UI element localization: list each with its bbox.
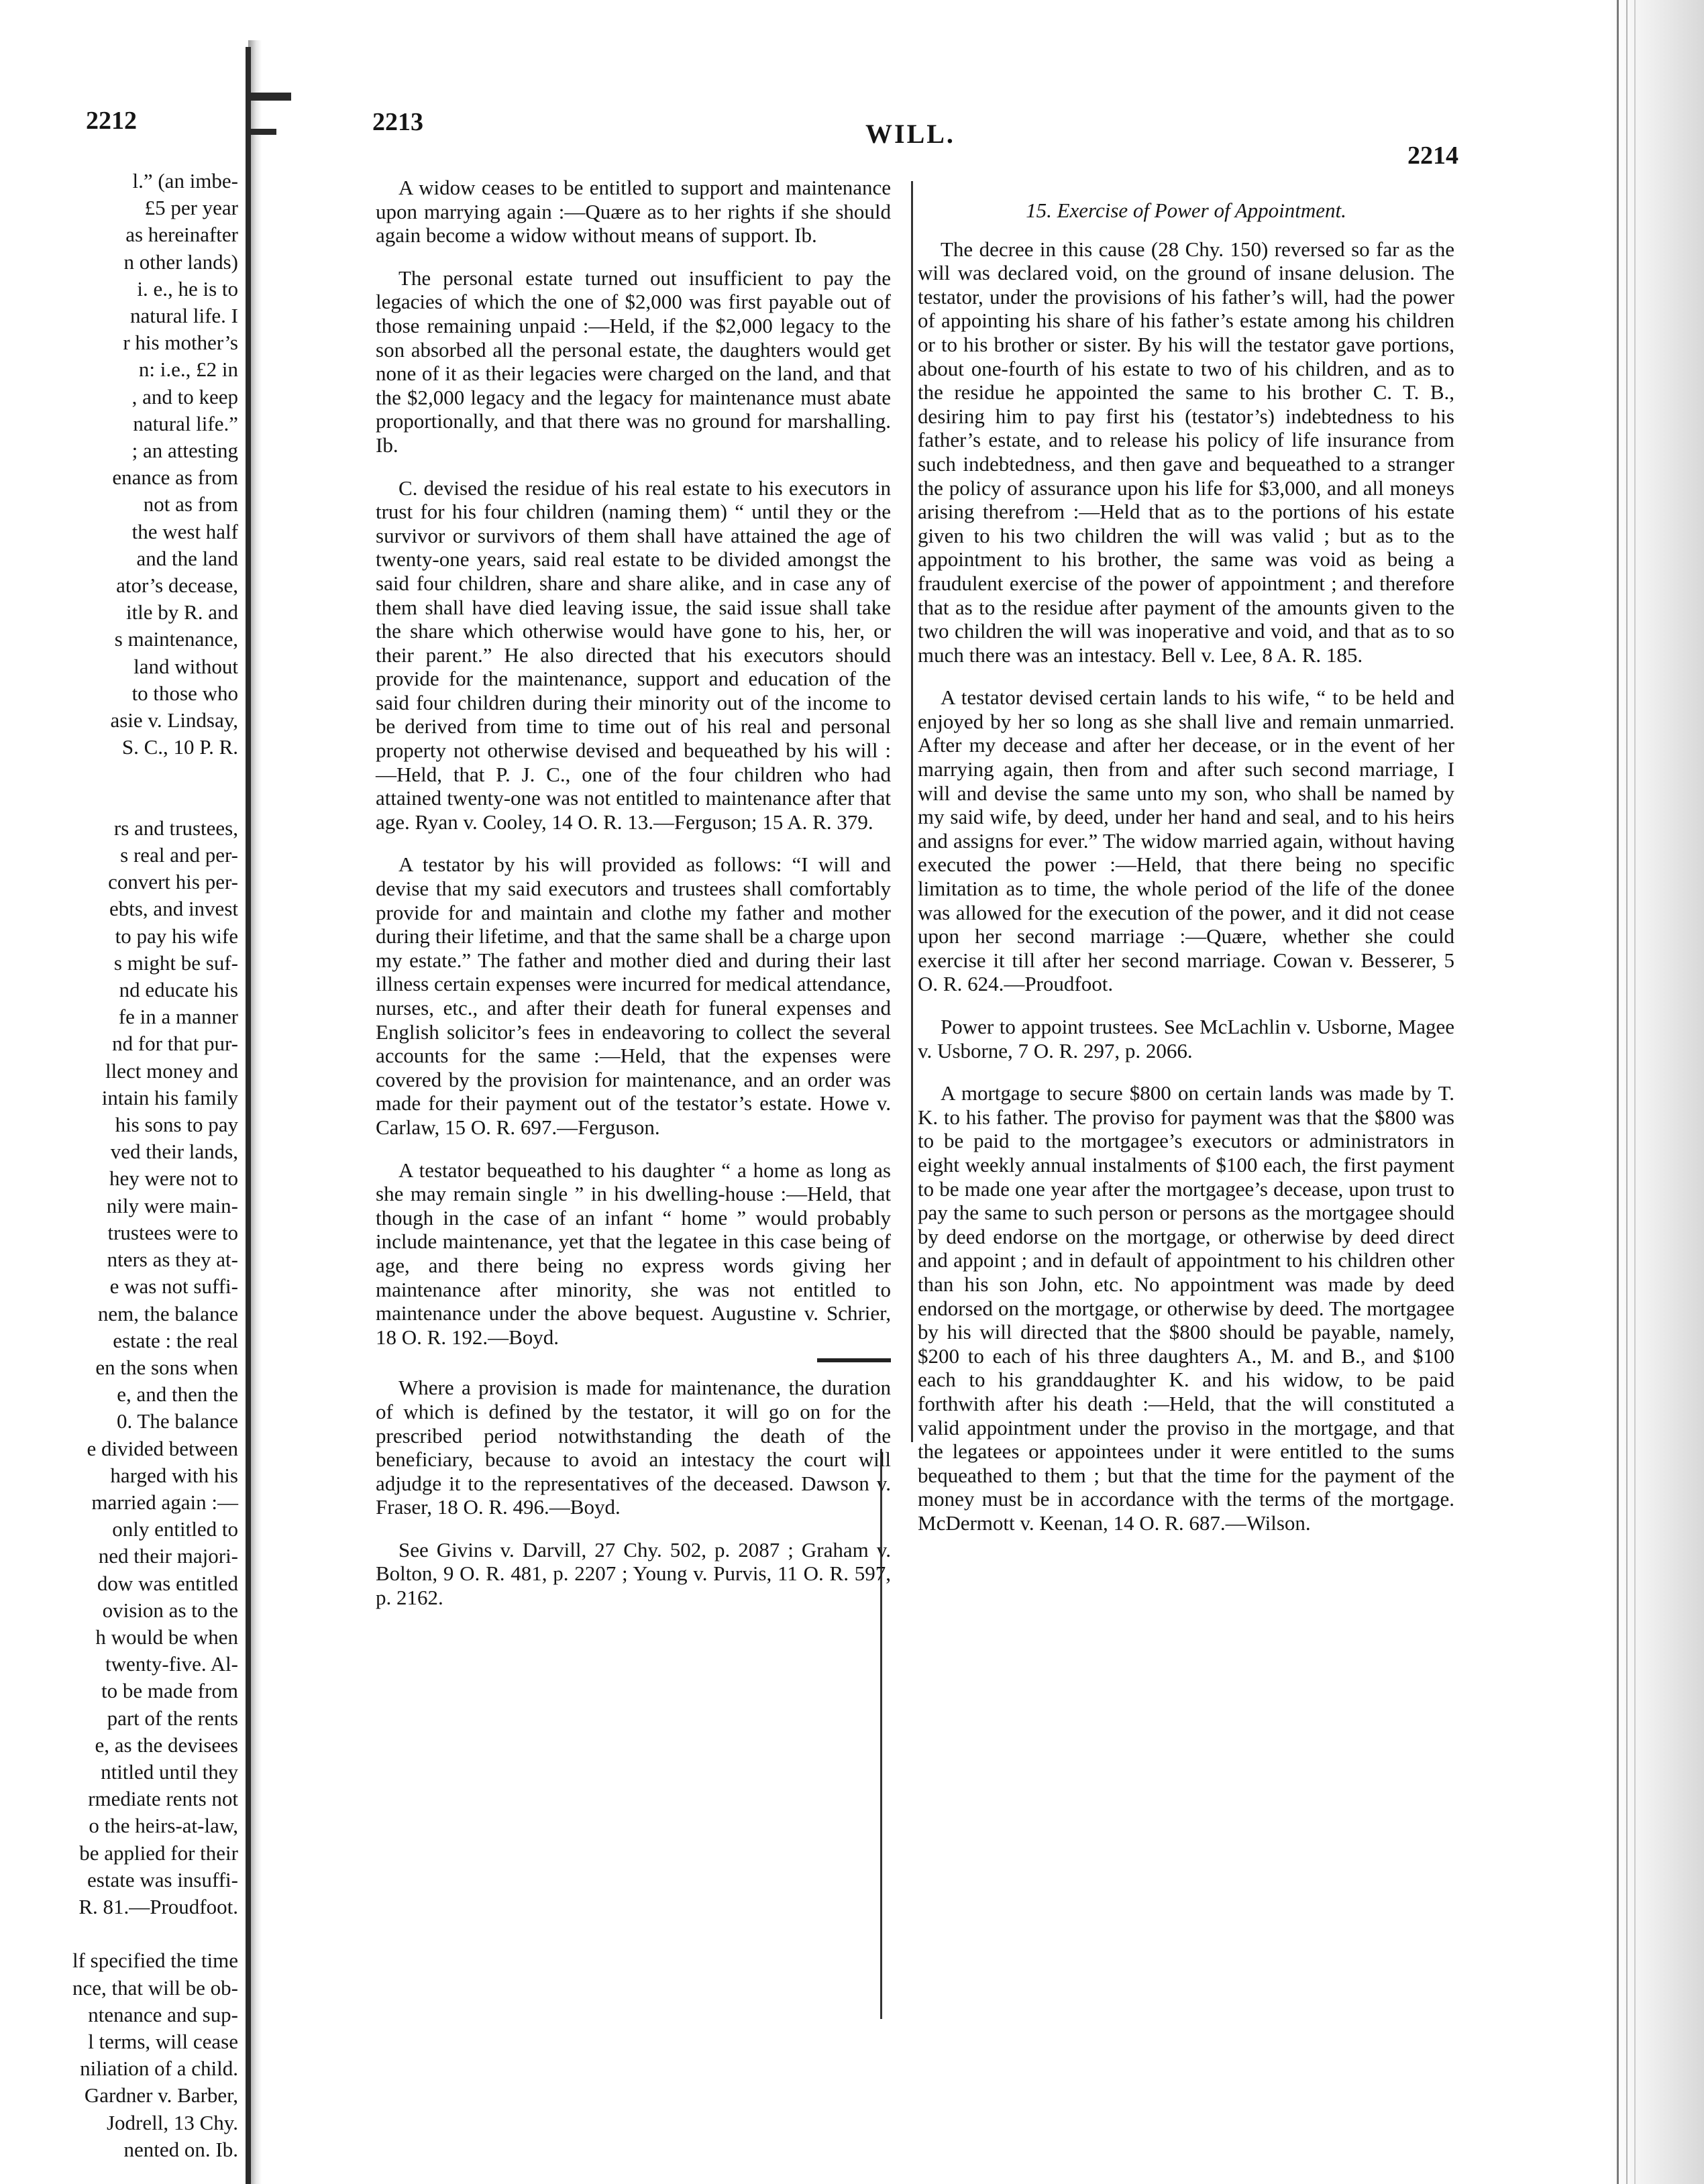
text-fragment: fe in a manner bbox=[118, 1005, 238, 1029]
text-fragment: his sons to pay bbox=[115, 1113, 238, 1137]
text-fragment: rmediate rents not bbox=[88, 1787, 238, 1811]
text-fragment: ovision as to the bbox=[102, 1598, 238, 1622]
text-fragment: Jodrell, 13 Chy. bbox=[106, 2110, 238, 2134]
page-edge-shadow bbox=[1610, 0, 1704, 2184]
text-fragment: land without bbox=[134, 654, 238, 678]
page-edge-line bbox=[1634, 0, 1636, 2184]
fold-mark-small bbox=[250, 129, 276, 135]
text-fragment: asie v. Lindsay, bbox=[110, 708, 238, 732]
paragraph: A testator bequeathed to his daughter “ a home as long as she may remain single ” in his dwelling-house :—Held, that though in the case of an infant “ home ” would probably include maintenance, yet that the legatee in this case being of age, and there being no express words giving her maintenance after minority, she was not entitled to maintenance under the above bequest. Augustine v. Schrier, 18 O. R. 192.—Boyd. bbox=[376, 1158, 891, 1349]
text-fragment: rs and trustees, bbox=[113, 816, 238, 840]
text-fragment: lf specified the time bbox=[72, 1949, 238, 1973]
text-fragment: e divided between bbox=[87, 1436, 238, 1460]
text-fragment: nem, the balance bbox=[97, 1301, 238, 1325]
text-fragment: not as from bbox=[143, 492, 238, 516]
text-fragment: o the heirs-at-law, bbox=[89, 1814, 238, 1838]
line-gap bbox=[0, 1920, 238, 1947]
page-number-left: 2212 bbox=[86, 107, 137, 135]
right-column bbox=[918, 199, 1454, 1553]
text-fragment: niliation of a child. bbox=[80, 2057, 238, 2081]
text-fragment: estate was insuffi- bbox=[87, 1867, 238, 1892]
paragraph: Power to appoint trustees. See McLachlin v. Usborne, Magee v. Usborne, 7 O. R. 297, p. 2066. bbox=[918, 1015, 1454, 1062]
text-fragment: Gardner v. Barber, bbox=[84, 2083, 238, 2108]
text-fragment: hey were not to bbox=[109, 1166, 238, 1191]
text-fragment: dow was entitled bbox=[97, 1571, 238, 1595]
text-fragment: twenty-five. Al- bbox=[105, 1652, 238, 1676]
text-fragment: r his mother’s bbox=[123, 331, 238, 355]
text-fragment: natural life.” bbox=[133, 411, 238, 435]
text-fragment: be applied for their bbox=[79, 1841, 238, 1865]
text-fragment: trustees were to bbox=[107, 1220, 238, 1244]
paragraph: A widow ceases to be entitled to support and maintenance upon marrying again :—Quære as to her rights if she should again become a widow without means of support. Ib. bbox=[376, 176, 891, 248]
text-fragment: enance as from bbox=[112, 466, 238, 490]
text-fragment: ntitled until they bbox=[101, 1759, 238, 1784]
text-fragment: i. e., he is to bbox=[137, 276, 238, 301]
text-fragment: nters as they at- bbox=[107, 1248, 238, 1272]
text-fragment: S. C., 10 P. R. bbox=[121, 735, 238, 759]
text-fragment: ebts, and invest bbox=[109, 897, 238, 921]
text-fragment: intain his family bbox=[101, 1085, 238, 1109]
text-fragment: estate : the real bbox=[113, 1328, 238, 1352]
page-edge-line bbox=[1617, 0, 1619, 2184]
text-fragment: n other lands) bbox=[123, 250, 238, 274]
left-column-fragments bbox=[0, 168, 238, 2161]
page-number-right: 2214 bbox=[1407, 142, 1458, 170]
text-fragment: ; an attesting bbox=[131, 439, 238, 463]
paragraph: See Givins v. Darvill, 27 Chy. 502, p. 2087 ; Graham v. Bolton, 9 O. R. 481, p. 2207 ; Young v. Purvis, 11 O. R. 597, p. 2162. bbox=[376, 1537, 891, 1610]
text-fragment: h would be when bbox=[95, 1625, 238, 1649]
text-fragment: the west half bbox=[131, 519, 238, 543]
text-fragment: to be made from bbox=[101, 1679, 238, 1703]
text-fragment: to those who bbox=[131, 681, 238, 705]
line-gap bbox=[0, 788, 238, 815]
text-fragment: e, as the devisees bbox=[95, 1733, 238, 1757]
text-fragment: married again :— bbox=[91, 1490, 238, 1514]
text-fragment: 0. The balance bbox=[116, 1409, 238, 1433]
text-fragment: s real and per- bbox=[120, 843, 238, 867]
text-fragment: ator’s decease, bbox=[116, 574, 238, 598]
text-fragment: en the sons when bbox=[95, 1355, 238, 1379]
text-fragment: natural life. I bbox=[130, 304, 238, 328]
column-rule bbox=[911, 181, 913, 1442]
running-title: WILL. bbox=[865, 119, 955, 149]
text-fragment: nily were main- bbox=[106, 1193, 238, 1217]
paragraph: The personal estate turned out insufficient to pay the legacies of which the one of $2,000 was first payable out of those remaining unpaid :—Held, if the $2,000 legacy to the son absorbed all the personal estate, the daughters would get none of it as their legacies were charged on the land, and that the $2,000 legacy and the legacy for maintenance must abate proportionally, and that there was no ground for marshalling. Ib. bbox=[376, 266, 891, 457]
text-fragment: harged with his bbox=[110, 1463, 238, 1487]
middle-column bbox=[376, 176, 891, 1629]
page-edge-line bbox=[1626, 0, 1628, 2184]
text-fragment: s maintenance, bbox=[114, 627, 238, 651]
text-fragment: e, and then the bbox=[117, 1382, 238, 1407]
fold-mark bbox=[250, 93, 291, 101]
text-fragment: and the land bbox=[136, 546, 238, 570]
section-rule bbox=[817, 1358, 891, 1362]
text-fragment: convert his per- bbox=[108, 870, 238, 894]
line-gap bbox=[0, 761, 238, 787]
paragraph: A mortgage to secure $800 on certain lands was made by T. K. to his father. The proviso for payment was that the $800 was to be paid to the mortgagee’s executors or administrators in eight weekly annual instalments of $100 each, the first payment to be made one year after the mortgagee’s decease, upon trust to pay the same to such person or persons as the mortgagee should by deed endorse on the mortgage, or otherwise by deed direct and appoint ; and in default of appointment to his children other than his son John, etc. No appointment was made by deed endorsed on the mortgage, or otherwise by deed. The mortgagee by his will directed that the $800 should be payable, namely, $200 to each of his three daughters A., M. and B., and $100 each to his granddaughter K. and his widow, to be paid forthwith after his death :—Held, that the will constituted a valid appointment under the proviso in the mortgage, and that the legatees or appointees under it were entitled to the sums bequeathed to them ; but that the time for the payment of the money must be in accordance with the terms of the mortgage. McDermott v. Keenan, 14 O. R. 687.—Wilson. bbox=[918, 1081, 1454, 1535]
text-fragment: part of the rents bbox=[107, 1706, 238, 1730]
text-fragment: nd educate his bbox=[119, 978, 238, 1002]
text-fragment: l.” (an imbe- bbox=[132, 169, 238, 193]
page-fold-line bbox=[246, 47, 251, 2184]
paragraph: The decree in this cause (28 Chy. 150) reversed so far as the will was declared void, on the ground of insane delusion. The testator, under the provisions of his father’s will, had the power of appointing his share of his father’s estate among his children or to his brother or sister. By his will the testator gave portions, about one-fourth of his estate to two of his children, and as to the residue he appointed the same to his brother C. T. B., desiring him to pay first his (testator’s) indebtedness to his father’s estate, and to release his policy of life insurance from such indebtedness, and then gave and bequeathed to a stranger the policy of assurance upon his life for $3,000, and all moneys arising therefrom :—Held that as to the portions of his estate given to his two children the will was valid ; but as to the appointment to his brother, the same was void as being a fraudulent exercise of the power of appointment ; and therefore that as to the residue after payment of the amounts given to the two children the will was inoperative and void, and that as to so much there was an intestacy. Bell v. Lee, 8 A. R. 185. bbox=[918, 237, 1454, 667]
paragraph: Where a provision is made for maintenance, the duration of which is defined by the testator, it will go on for the prescribed period notwithstanding the death of the beneficiary, because to avoid an intestacy the court will adjudge it to the representatives of the deceased. Dawson v. Fraser, 18 O. R. 496.—Boyd. bbox=[376, 1376, 891, 1519]
paragraph: C. devised the residue of his real estate to his executors in trust for his four children (naming them) “ until they or the survivor or survivors of them shall have attained the age of twenty-one years, said real estate to be divided amongst the said four children, share and share alike, and in case any of them shall have died leaving issue, the said issue shall take the share which otherwise would have gone to his, her, or their parent.” He also directed that his executors should provide for the maintenance, support and education of the said four children during their minority out of the income to be derived from time to time out of his real and personal property not otherwise devised and bequeathed by his will :—Held, that P. J. C., one of the four children who had attained twenty-one was not entitled to maintenance after that age. Ryan v. Cooley, 14 O. R. 13.—Ferguson; 15 A. R. 379. bbox=[376, 476, 891, 834]
text-fragment: ved their lands, bbox=[110, 1140, 238, 1164]
section-heading: 15. Exercise of Power of Appointment. bbox=[1026, 199, 1346, 222]
text-fragment: only entitled to bbox=[112, 1517, 238, 1541]
text-fragment: , and to keep bbox=[131, 384, 238, 408]
paragraph: A testator devised certain lands to his wife, “ to be held and enjoyed by her so long as she shall live and remain unmarried. After my decease and after her decease, or in the event of her marrying again, then from and after such second marriage, I will and devise the same unto my son, who shall be named by my said wife, by deed, under her hand and seal, and to his heirs and assigns for ever.” The widow married again, without having executed the power :—Held, that there being no specific limitation as to time, the whole period of the life of the donee was allowed for the execution of the power, and it did not cease upon her second marriage :—Quære, whether she could exercise it till after her second marriage. Cowan v. Besserer, 5 O. R. 624.—Proudfoot. bbox=[918, 686, 1454, 996]
text-fragment: to pay his wife bbox=[115, 924, 238, 948]
text-fragment: l terms, will cease bbox=[88, 2029, 238, 2053]
text-fragment: nce, that will be ob- bbox=[72, 1975, 238, 2000]
text-fragment: e was not suffi- bbox=[109, 1274, 238, 1299]
text-fragment: as hereinafter bbox=[125, 223, 238, 247]
text-fragment: £5 per year bbox=[144, 196, 238, 220]
text-fragment: itle by R. and bbox=[125, 600, 238, 624]
text-fragment: llect money and bbox=[105, 1058, 238, 1083]
text-fragment: R. 81.—Proudfoot. bbox=[78, 1894, 238, 1918]
paragraph: A testator by his will provided as follows: “I will and devise that my said executors and trustees shall comfortably provide for and maintain and clothe my father and mother during their lifetime, and that the same shall be a charge upon my estate.” The father and mother died and during their last illness certain expenses were incurred for medical attendance, nurses, etc., and after their death for funeral expenses and English solicitor’s fees in endeavoring to collect the several accounts for the same :—Held, that the expenses were covered by the provision for maintenance, and an order was made for their payment out of the testator’s estate. Howe v. Carlaw, 15 O. R. 697.—Ferguson. bbox=[376, 853, 891, 1139]
text-fragment: nd for that pur- bbox=[112, 1032, 238, 1056]
text-fragment: n: i.e., £2 in bbox=[138, 358, 238, 382]
text-fragment: nented on. Ib. bbox=[123, 2137, 238, 2161]
page-number-middle: 2213 bbox=[372, 108, 423, 136]
text-fragment: s might be suf- bbox=[113, 950, 238, 975]
text-fragment: ntenance and sup- bbox=[88, 2002, 238, 2026]
text-fragment: ned their majori- bbox=[98, 1544, 238, 1568]
